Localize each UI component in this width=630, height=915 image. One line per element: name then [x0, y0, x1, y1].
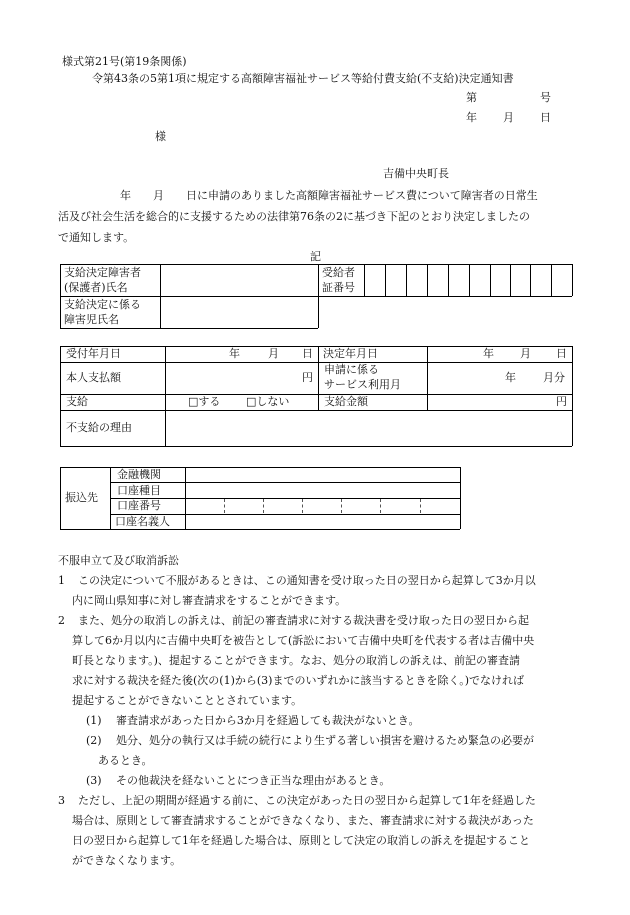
applicant-label-2: (保護者)氏名 — [64, 281, 128, 294]
date-month: 月 — [503, 111, 514, 124]
reason-label: 不支給の理由 — [66, 421, 132, 434]
transfer-label: 振込先 — [65, 491, 98, 504]
decision-date-label: 決定年月日 — [323, 347, 378, 360]
body-line-2: 活及び社会生活を総合的に支援するための法律第76条の2に基づき下記のとおり決定しましたの — [58, 210, 530, 223]
date-day: 日 — [540, 111, 551, 124]
body-line-1: 年 月 日に申請のありました高額障害福祉サービス費について障害者の日常生 — [120, 189, 538, 202]
appeal-notes — [58, 551, 578, 871]
note-3-line-3: 日の翌日から起算して1年を経過した場合は、原則として決定の取消しの訴えを提起すること — [72, 834, 530, 847]
note-1-line-1: この決定について不服があるときは、この通知書を受け取った日の翌日から起算して3か月以 — [78, 574, 536, 587]
payment-option-no[interactable]: □しない — [246, 395, 290, 408]
child-label-2: 障害児氏名 — [64, 313, 119, 326]
note-3-line-1: ただし、上記の期間が経過する前に、この決定があった日の翌日から起算して1年を経過した — [78, 794, 536, 807]
service-label-2: サービス利用月 — [324, 378, 401, 391]
decision-day: 日 — [556, 347, 567, 360]
self-pay-yen: 円 — [302, 371, 313, 384]
sub-3-number: (3) — [86, 774, 102, 787]
decision-month: 月 — [520, 347, 531, 360]
sub-2-number: (2) — [86, 734, 102, 747]
note-2-line-3: 町長となります。)、提起することができます。なお、処分の取消しの訴えは、前記の審査請 — [72, 654, 521, 667]
account-name-label: 口座名義人 — [115, 515, 170, 528]
service-label-1: 申請に係る — [324, 363, 379, 376]
bank-label: 金融機関 — [117, 468, 161, 481]
recipient-label-2: 証番号 — [322, 281, 355, 294]
addressee-suffix: 様 — [155, 130, 166, 143]
self-pay-label: 本人支払額 — [66, 371, 121, 384]
body-line-3: で通知します。 — [58, 231, 135, 244]
payment-label: 支給 — [66, 395, 88, 408]
note-2-line-2: 算して6か月以内に吉備中央町を被告として(訴訟において吉備中央町を代表する者は吉備中央 — [72, 634, 535, 647]
sub-1-text: 審査請求があった日から3か月を経過しても裁決がないとき。 — [116, 714, 420, 727]
account-type-label: 口座種目 — [117, 484, 161, 497]
payment-option-yes[interactable]: □する — [188, 395, 221, 408]
note-2-line-4: 求に対する裁決を経た後(次の(1)から(3)までのいずれかに該当するときを除く。)でなければ — [72, 674, 525, 687]
sub-2-line-1: 処分、処分の執行又は手続の続行により生ずる著しい損害を避けるため緊急の必要が — [116, 734, 534, 747]
note-3-number: 3 — [58, 794, 65, 807]
child-label-1: 支給決定に係る — [64, 298, 141, 311]
payment-amount-yen: 円 — [556, 395, 567, 408]
ki-heading: 記 — [310, 250, 321, 263]
note-2-number: 2 — [58, 614, 65, 627]
doc-number-prefix: 第 — [466, 91, 477, 104]
receipt-date-label: 受付年月日 — [66, 347, 121, 360]
note-2-line-1: また、処分の取消しの訴えは、前記の審査請求に対する裁決書を受け取った日の翌日から起 — [78, 614, 529, 627]
note-1-number: 1 — [58, 574, 65, 587]
note-3-line-4: ができなくなります。 — [72, 854, 182, 867]
service-month-part: 月分 — [543, 371, 565, 384]
doc-number-suffix: 号 — [540, 91, 551, 104]
sender-name: 吉備中央町長 — [383, 167, 449, 180]
service-year: 年 — [505, 371, 516, 384]
payment-amount-label: 支給金額 — [324, 395, 368, 408]
document-title: 令第43条の5第1項に規定する高額障害福祉サービス等給付費支給(不支給)決定通知書 — [92, 72, 514, 85]
account-number-label: 口座番号 — [117, 499, 161, 512]
form-number: 様式第21号(第19条関係) — [62, 55, 187, 68]
sub-2-line-2: あるとき。 — [98, 754, 153, 767]
note-2-line-5: 提起することができないこととされています。 — [72, 694, 303, 707]
sub-1-number: (1) — [86, 714, 102, 727]
note-1-line-2: 内に岡山県知事に対し審査請求をすることができます。 — [72, 594, 347, 607]
applicant-label-1: 支給決定障害者 — [64, 266, 141, 279]
note-3-line-2: 場合は、原則として審査請求することができなくなり、また、審査請求に対する裁決があった — [72, 814, 534, 827]
notes-heading: 不服申立て及び取消訴訟 — [58, 554, 179, 567]
sub-3-text: その他裁決を経ないことにつき正当な理由があるとき。 — [116, 774, 391, 787]
receipt-year: 年 — [229, 347, 240, 360]
recipient-label-1: 受給者 — [322, 266, 355, 279]
date-year: 年 — [466, 111, 477, 124]
receipt-day: 日 — [302, 347, 313, 360]
receipt-month: 月 — [268, 347, 279, 360]
decision-year: 年 — [483, 347, 494, 360]
